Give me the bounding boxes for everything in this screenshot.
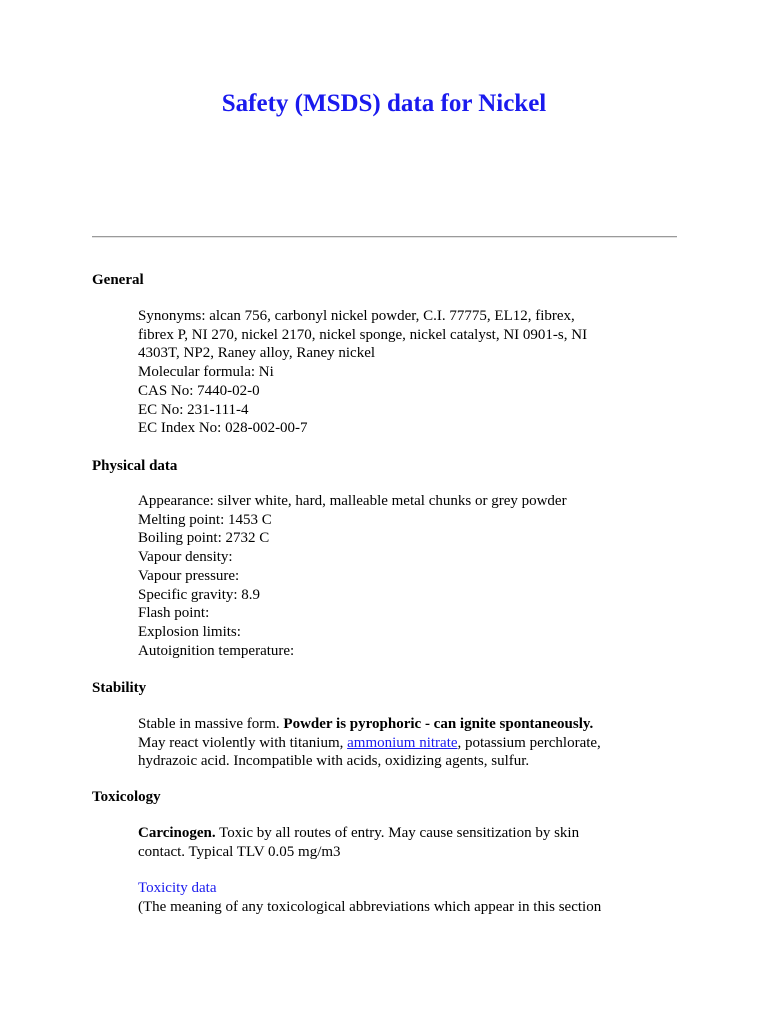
melting-point: Melting point: 1453 C (138, 511, 272, 528)
ammonium-nitrate-link[interactable]: ammonium nitrate (347, 734, 458, 751)
ec-number: EC No: 231-111-4 (138, 401, 249, 418)
carcinogen-label: Carcinogen. (138, 825, 216, 841)
flash-point: Flash point: (138, 605, 210, 622)
ec-index-number: EC Index No: 028-002-00-7 (138, 420, 308, 437)
toxicology-line-1 (138, 824, 683, 843)
pyrophoric-warning: Powder is pyrophoric - can ignite spontaneously. (283, 716, 594, 732)
general-section (138, 307, 683, 438)
section-heading-stability: Stability (92, 680, 147, 696)
specific-gravity: Specific gravity: 8.9 (138, 586, 261, 603)
toxicology-section (138, 824, 683, 861)
cas-number: CAS No: 7440-02-0 (138, 382, 260, 399)
stability-line-3: hydrazoic acid. Incompatible with acids, oxidizing agents, sulfur. (138, 753, 530, 770)
section-heading-toxicology: Toxicology (92, 789, 161, 805)
stability-line-1 (138, 715, 683, 734)
explosion-limits: Explosion limits: (138, 623, 241, 640)
synonyms-line-1: Synonyms: alcan 756, carbonyl nickel powder, C.I. 77775, EL12, fibrex, (138, 308, 575, 324)
synonyms-line-3: 4303T, NP2, Raney alloy, Raney nickel (138, 345, 376, 362)
reactivity-text: May react violently with titanium, (138, 734, 348, 751)
horizontal-divider (92, 236, 677, 238)
toxicity-data-section (138, 879, 683, 916)
stability-line-2 (138, 734, 683, 753)
toxicology-text: Toxic by all routes of entry. May cause sensitization by skin (215, 825, 580, 841)
reactivity-text-continued: , potassium perchlorate, (457, 734, 601, 751)
toxicity-data-heading: Toxicity data (138, 880, 217, 896)
toxicology-line-2: contact. Typical TLV 0.05 mg/m3 (138, 843, 341, 860)
autoignition-temperature: Autoignition temperature: (138, 642, 295, 659)
boiling-point: Boiling point: 2732 C (138, 530, 270, 547)
section-heading-general: General (92, 272, 144, 288)
molecular-formula: Molecular formula: Ni (138, 364, 274, 381)
appearance: Appearance: silver white, hard, malleable metal chunks or grey powder (138, 493, 567, 509)
physical-data-section (138, 492, 683, 660)
section-heading-physical-data: Physical data (92, 458, 178, 474)
synonyms-line-2: fibrex P, NI 270, nickel 2170, nickel sponge, nickel catalyst, NI 0901-s, NI (138, 326, 588, 343)
stability-text: Stable in massive form. (138, 716, 284, 732)
toxicity-data-note: (The meaning of any toxicological abbreviations which appear in this section (138, 898, 602, 915)
stability-section (138, 715, 683, 771)
vapour-pressure: Vapour pressure: (138, 567, 240, 584)
vapour-density: Vapour density: (138, 549, 233, 566)
page-title: Safety (MSDS) data for Nickel (221, 90, 547, 117)
